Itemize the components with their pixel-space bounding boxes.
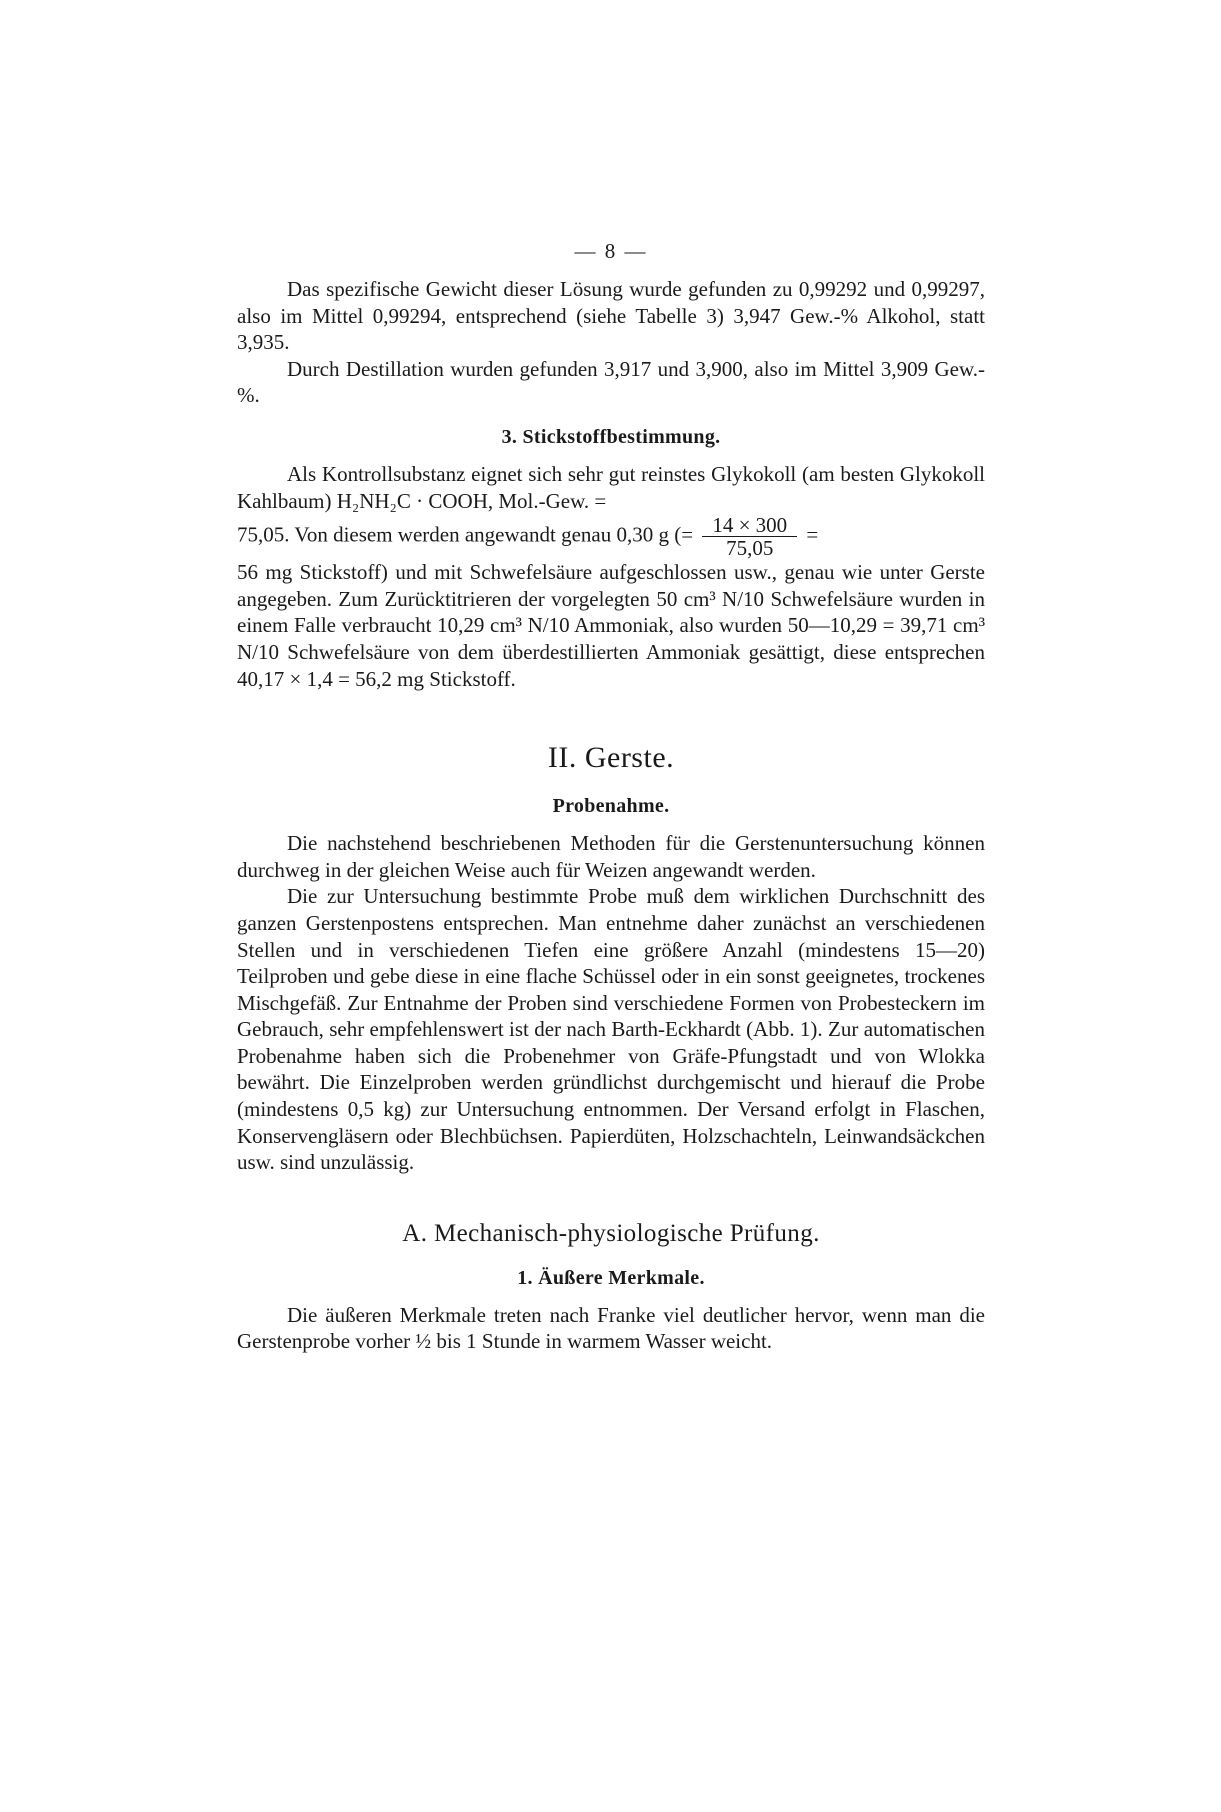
paragraph-methods: Die nachstehend beschriebenen Methoden für die Gerstenuntersuchung können durchweg in der gleichen Weise auch für Weizen angewandt werden. [237, 831, 985, 882]
fraction-numerator: 14 × 300 [702, 514, 797, 537]
formula-equals: = [806, 522, 819, 547]
heading-mechanisch-physiologisch: A. Mechanisch-physiologische Prüfung. [402, 1219, 820, 1247]
page-number: — 8 — [574, 239, 648, 263]
heading-aeussere-merkmale: 1. Äußere Merkmale. [517, 1266, 705, 1289]
heading-gerste: II. Gerste. [547, 741, 675, 775]
paragraph-merkmale: Die äußeren Merkmale treten nach Franke viel deutlicher hervor, wenn man die Gerstenprobe vorher ½ bis 1 Stunde in warmem Wasser weicht. [237, 1302, 985, 1354]
paragraph-glykokoll-intro: Als Kontrollsubstanz eignet sich sehr gut reinstes Glykokoll (am besten Glykokoll Kahlbaum) H₂NH₂C · COOH, Mol.-Gew. = [237, 461, 985, 513]
paragraph-titration: 56 mg Stickstoff) und mit Schwefelsäure aufgeschlossen usw., genau wie unter Gerste angegeben. Zum Zurücktitrieren der vorgelegten 50 cm³ N/10 Schwefelsäure wurden in einem Falle verbraucht 10,29 cm³ N/10 Ammoniak, also wurden 50—10,29 = 39,71 cm³ N/10 Schwefelsäure von dem überdestillierten Ammoniak gesättigt, diese entsprechen 40,17 × 1,4 = 56,2 mg Stickstoff. [237, 560, 985, 691]
heading-stickstoffbestimmung: 3. Stickstoffbestimmung. [501, 425, 721, 448]
paragraph-specific-gravity: Das spezifische Gewicht dieser Lösung wurde gefunden zu 0,99292 und 0,99297, also im Mittel 0,99294, entsprechend (siehe Tabelle 3) 3,947 Gew.-% Alkohol, statt 3,935. [237, 277, 985, 355]
heading-probenahme: Probenahme. [552, 795, 670, 818]
fraction-denominator: 75,05 [726, 536, 774, 561]
document-page [237, 236, 985, 1355]
formula-text-before: 75,05. Von diesem werden angewandt genau 0,30 g (= [237, 522, 694, 547]
fraction [702, 514, 797, 559]
paragraph-distillation: Durch Destillation wurden gefunden 3,917 und 3,900, also im Mittel 3,909 Gew.-%. [237, 356, 985, 408]
paragraph-sampling: Die zur Untersuchung bestimmte Probe muß dem wirklichen Durchschnitt des ganzen Gerstenpostens entsprechen. Man entnehme daher zunächst an verschiedenen Stellen und in verschiedenen Tiefen eine größere Anzahl (mindestens 15—20) Teilproben und gebe diese in eine flache Schüssel oder in ein sonst geeignetes, trockenes Mischgefäß. Zur Entnahme der Proben sind verschiedene Formen von Probesteckern im Gebrauch, sehr empfehlenswert ist der nach Barth-Eckhardt (Abb. 1). Zur automatischen Probenahme haben sich die Probenehmer von Gräfe-Pfungstadt und von Wlokka bewährt. Die Einzelproben werden gründlichst durchgemischt und hierauf die Probe (mindestens 0,5 kg) zur Untersuchung entnommen. Der Versand erfolgt in Flaschen, Konservengläsern oder Blechbüchsen. Papierdüten, Holzschachteln, Leinwandsäckchen usw. sind unzulässig. [237, 884, 985, 1175]
paragraph-glykokoll-formula [237, 514, 985, 559]
